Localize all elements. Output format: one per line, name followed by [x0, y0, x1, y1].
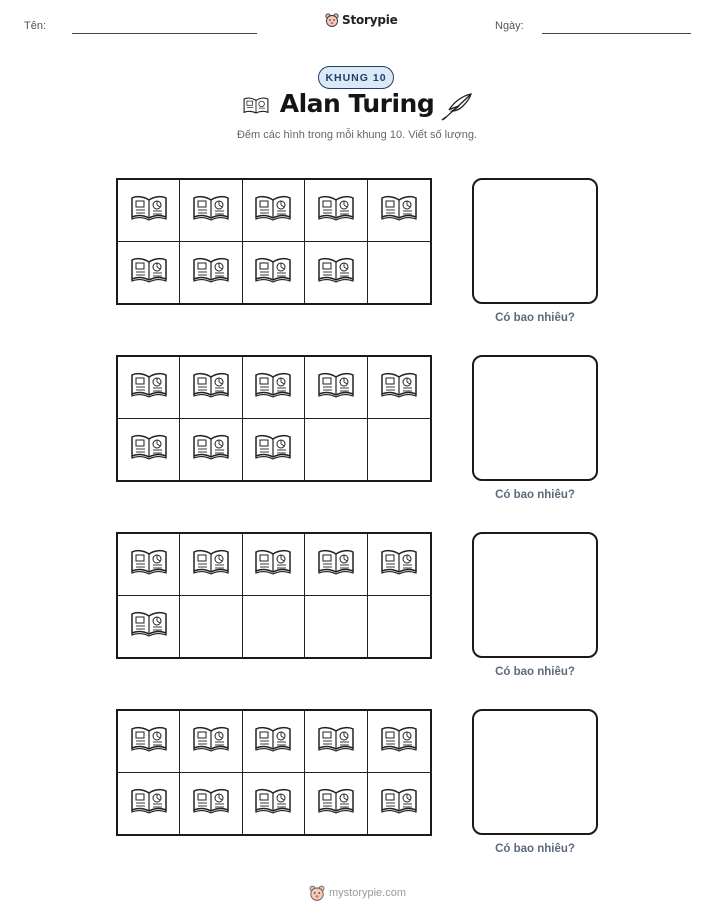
open-book-icon: [379, 194, 419, 226]
open-book-icon: [379, 548, 419, 580]
ten-frame-cell: [305, 242, 367, 304]
quill-icon: [440, 92, 474, 126]
open-book-icon: [316, 256, 356, 288]
ten-frame-cell: [305, 773, 367, 835]
brand-name: Storypie: [342, 13, 398, 27]
ten-frame-cell: [180, 180, 242, 242]
open-book-icon: [253, 256, 293, 288]
ten-frame-cell: [368, 711, 430, 773]
how-many-label: Có bao nhiêu?: [495, 666, 575, 678]
open-book-icon: [253, 371, 293, 403]
ten-frame-cell: [180, 596, 242, 658]
ten-frame-cell: [118, 180, 180, 242]
open-book-icon: [191, 256, 231, 288]
ten-frame-cell: [243, 534, 305, 596]
open-book-icon: [129, 548, 169, 580]
ten-frame-cell: [243, 357, 305, 419]
open-book-icon: [316, 194, 356, 226]
open-book-icon: [316, 787, 356, 819]
ten-frame-cell: [118, 357, 180, 419]
answer-box[interactable]: [472, 532, 598, 658]
page-title: Alan Turing: [279, 89, 435, 118]
ten-frame-cell: [118, 242, 180, 304]
ten-frame-cell: [180, 419, 242, 481]
ten-frame-cell: [180, 534, 242, 596]
open-book-icon: [379, 371, 419, 403]
footer: [309, 884, 406, 902]
ten-frame-cell: [305, 357, 367, 419]
bear-logo-icon: [309, 884, 325, 902]
ten-frame-cell: [368, 357, 430, 419]
open-book-icon: [129, 725, 169, 757]
open-book-icon: [379, 787, 419, 819]
ten-frame-cell: [243, 180, 305, 242]
open-book-icon: [253, 725, 293, 757]
open-book-icon: [129, 787, 169, 819]
open-book-icon: [129, 371, 169, 403]
ten-frame-cell: [305, 419, 367, 481]
open-book-icon: [253, 548, 293, 580]
ten-frame-cell: [118, 773, 180, 835]
ten-frame-cell: [305, 534, 367, 596]
footer-url: mystorypie.com: [329, 887, 407, 899]
open-book-icon: [191, 371, 231, 403]
ten-frame-cell: [305, 596, 367, 658]
open-book-icon: [129, 610, 169, 642]
ten-frame-cell: [368, 534, 430, 596]
open-book-icon: [316, 548, 356, 580]
ten-frame-cell: [243, 596, 305, 658]
open-book-icon: [253, 433, 293, 465]
open-book-icon: [316, 371, 356, 403]
open-book-icon: [129, 433, 169, 465]
ten-frame-cell: [368, 596, 430, 658]
name-line[interactable]: [72, 33, 257, 34]
open-book-icon: [379, 725, 419, 757]
answer-box[interactable]: [472, 178, 598, 304]
date-label: Ngày:: [495, 20, 524, 32]
ten-frame-cell: [180, 242, 242, 304]
open-book-icon: [253, 194, 293, 226]
open-book-icon: [191, 194, 231, 226]
name-label: Tên:: [24, 20, 47, 32]
open-book-icon: [191, 725, 231, 757]
instructions: Đếm các hình trong mỗi khung 10. Viết số lượng.: [236, 129, 477, 141]
ten-frame-cell: [118, 711, 180, 773]
ten-frame-cell: [118, 534, 180, 596]
ten-frame-cell: [243, 711, 305, 773]
date-line[interactable]: [542, 33, 691, 34]
open-book-icon: [316, 725, 356, 757]
ten-frame-cell: [243, 242, 305, 304]
ten-frame-cell: [305, 180, 367, 242]
ten-frame-badge: KHUNG 10: [318, 66, 394, 89]
ten-frame-cell: [180, 711, 242, 773]
open-book-icon: [129, 256, 169, 288]
ten-frame: [116, 532, 432, 659]
bear-logo-icon: [325, 12, 339, 28]
ten-frame-cell: [305, 711, 367, 773]
ten-frame: [116, 178, 432, 305]
ten-frame-cell: [118, 596, 180, 658]
ten-frame: [116, 355, 432, 482]
open-book-icon: [129, 194, 169, 226]
open-book-icon: [191, 548, 231, 580]
ten-frame-cell: [118, 419, 180, 481]
ten-frame-cell: [243, 773, 305, 835]
how-many-label: Có bao nhiêu?: [495, 489, 575, 501]
answer-box[interactable]: [472, 355, 598, 481]
open-book-icon: [191, 787, 231, 819]
ten-frame-cell: [368, 419, 430, 481]
ten-frame-cell: [243, 419, 305, 481]
ten-frame-cell: [368, 773, 430, 835]
ten-frame-cell: [180, 773, 242, 835]
ten-frame-cell: [180, 357, 242, 419]
answer-box[interactable]: [472, 709, 598, 835]
ten-frame: [116, 709, 432, 836]
ten-frame-cell: [368, 180, 430, 242]
ten-frame-cell: [368, 242, 430, 304]
how-many-label: Có bao nhiêu?: [495, 312, 575, 324]
open-book-icon: [191, 433, 231, 465]
open-book-icon: [253, 787, 293, 819]
how-many-label: Có bao nhiêu?: [495, 843, 575, 855]
brand-logo: [325, 12, 398, 28]
